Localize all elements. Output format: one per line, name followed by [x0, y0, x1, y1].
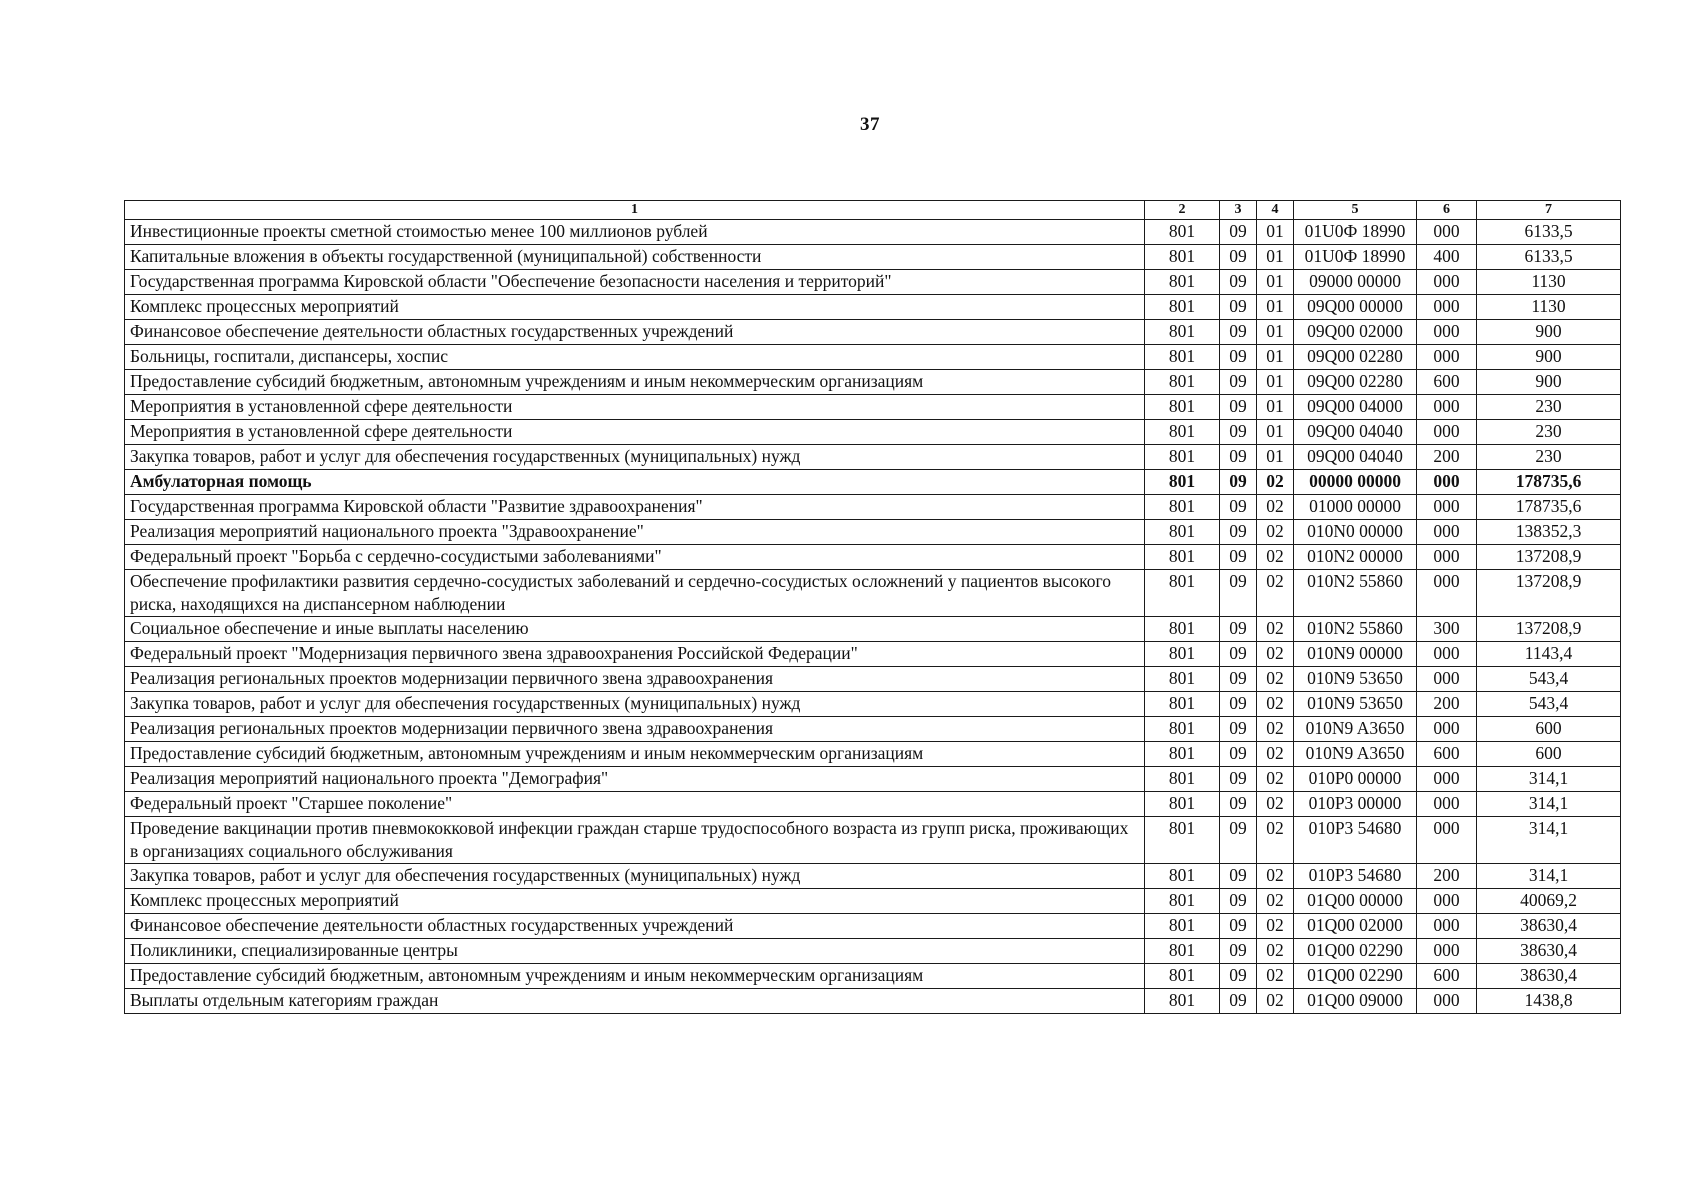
- code-target-article: 09Q00 00000: [1294, 295, 1417, 320]
- amount: 900: [1477, 320, 1621, 345]
- code-subsection: 01: [1257, 270, 1294, 295]
- code-expense-type: 000: [1417, 220, 1477, 245]
- code-subsection: 02: [1257, 495, 1294, 520]
- code-subsection: 01: [1257, 320, 1294, 345]
- code-target-article: 09Q00 04000: [1294, 395, 1417, 420]
- code-section: 09: [1220, 295, 1257, 320]
- code-ministry: 801: [1145, 395, 1220, 420]
- code-subsection: 01: [1257, 345, 1294, 370]
- table-row: [125, 320, 1621, 345]
- code-ministry: 801: [1145, 742, 1220, 767]
- item-name: Федеральный проект "Борьба с сердечно-сосудистыми заболеваниями": [125, 545, 1145, 570]
- amount: 900: [1477, 370, 1621, 395]
- amount: 6133,5: [1477, 245, 1621, 270]
- code-ministry: 801: [1145, 667, 1220, 692]
- code-expense-type: 000: [1417, 914, 1477, 939]
- amount: 137208,9: [1477, 617, 1621, 642]
- header-cell: 7: [1477, 201, 1621, 220]
- table-row: [125, 964, 1621, 989]
- item-name: Предоставление субсидий бюджетным, автономным учреждениям и иным некоммерческим организациям: [125, 964, 1145, 989]
- code-expense-type: 000: [1417, 470, 1477, 495]
- table-row: [125, 295, 1621, 320]
- amount: 543,4: [1477, 667, 1621, 692]
- table-row: [125, 395, 1621, 420]
- code-section: 09: [1220, 270, 1257, 295]
- code-ministry: 801: [1145, 767, 1220, 792]
- code-target-article: 09000 00000: [1294, 270, 1417, 295]
- item-name: Комплекс процессных мероприятий: [125, 295, 1145, 320]
- amount: 600: [1477, 717, 1621, 742]
- code-section: 09: [1220, 495, 1257, 520]
- code-expense-type: 000: [1417, 520, 1477, 545]
- code-ministry: 801: [1145, 964, 1220, 989]
- code-subsection: 02: [1257, 889, 1294, 914]
- header-cell: 4: [1257, 201, 1294, 220]
- amount: 1438,8: [1477, 989, 1621, 1014]
- amount: 230: [1477, 420, 1621, 445]
- code-target-article: 09Q00 02280: [1294, 370, 1417, 395]
- code-target-article: 09Q00 02280: [1294, 345, 1417, 370]
- code-ministry: 801: [1145, 445, 1220, 470]
- table-row: [125, 889, 1621, 914]
- table-row: [125, 520, 1621, 545]
- code-section: 09: [1220, 889, 1257, 914]
- table-row: [125, 420, 1621, 445]
- code-subsection: 02: [1257, 817, 1294, 864]
- amount: 314,1: [1477, 817, 1621, 864]
- code-ministry: 801: [1145, 617, 1220, 642]
- code-expense-type: 000: [1417, 642, 1477, 667]
- code-section: 09: [1220, 470, 1257, 495]
- item-name: Мероприятия в установленной сфере деятельности: [125, 420, 1145, 445]
- code-expense-type: 000: [1417, 989, 1477, 1014]
- code-expense-type: 000: [1417, 345, 1477, 370]
- code-section: 09: [1220, 420, 1257, 445]
- code-ministry: 801: [1145, 495, 1220, 520]
- table-row: [125, 245, 1621, 270]
- item-name: Социальное обеспечение и иные выплаты населению: [125, 617, 1145, 642]
- code-expense-type: 000: [1417, 889, 1477, 914]
- code-ministry: 801: [1145, 345, 1220, 370]
- amount: 600: [1477, 742, 1621, 767]
- code-subsection: 02: [1257, 642, 1294, 667]
- code-expense-type: 000: [1417, 395, 1477, 420]
- code-section: 09: [1220, 767, 1257, 792]
- amount: 543,4: [1477, 692, 1621, 717]
- item-name: Закупка товаров, работ и услуг для обеспечения государственных (муниципальных) нужд: [125, 692, 1145, 717]
- code-expense-type: 000: [1417, 270, 1477, 295]
- table-row: [125, 817, 1621, 864]
- amount: 6133,5: [1477, 220, 1621, 245]
- amount: 138352,3: [1477, 520, 1621, 545]
- code-target-article: 09Q00 02000: [1294, 320, 1417, 345]
- item-name: Закупка товаров, работ и услуг для обеспечения государственных (муниципальных) нужд: [125, 864, 1145, 889]
- table-row: [125, 914, 1621, 939]
- code-ministry: 801: [1145, 792, 1220, 817]
- amount: 1130: [1477, 270, 1621, 295]
- code-expense-type: 000: [1417, 792, 1477, 817]
- code-subsection: 02: [1257, 914, 1294, 939]
- code-section: 09: [1220, 692, 1257, 717]
- code-section: 09: [1220, 792, 1257, 817]
- code-expense-type: 200: [1417, 864, 1477, 889]
- item-name: Федеральный проект "Старшее поколение": [125, 792, 1145, 817]
- item-name: Больницы, госпитали, диспансеры, хоспис: [125, 345, 1145, 370]
- code-section: 09: [1220, 742, 1257, 767]
- code-section: 09: [1220, 989, 1257, 1014]
- amount: 230: [1477, 395, 1621, 420]
- code-target-article: 01Q00 02000: [1294, 914, 1417, 939]
- code-expense-type: 000: [1417, 295, 1477, 320]
- item-name: Финансовое обеспечение деятельности областных государственных учреждений: [125, 914, 1145, 939]
- item-name: Реализация мероприятий национального проекта "Здравоохранение": [125, 520, 1145, 545]
- code-target-article: 010N9 A3650: [1294, 717, 1417, 742]
- code-target-article: 010P3 00000: [1294, 792, 1417, 817]
- code-ministry: 801: [1145, 570, 1220, 617]
- code-subsection: 02: [1257, 964, 1294, 989]
- code-expense-type: 000: [1417, 939, 1477, 964]
- code-section: 09: [1220, 320, 1257, 345]
- code-section: 09: [1220, 220, 1257, 245]
- code-subsection: 02: [1257, 692, 1294, 717]
- page-number: 37: [860, 114, 880, 135]
- code-ministry: 801: [1145, 989, 1220, 1014]
- amount: 178735,6: [1477, 495, 1621, 520]
- code-target-article: 010N9 00000: [1294, 642, 1417, 667]
- code-section: 09: [1220, 914, 1257, 939]
- code-section: 09: [1220, 370, 1257, 395]
- code-subsection: 02: [1257, 667, 1294, 692]
- header-cell: 5: [1294, 201, 1417, 220]
- code-section: 09: [1220, 245, 1257, 270]
- table-row: [125, 220, 1621, 245]
- code-ministry: 801: [1145, 692, 1220, 717]
- code-ministry: 801: [1145, 320, 1220, 345]
- code-expense-type: 000: [1417, 320, 1477, 345]
- item-name: Реализация региональных проектов модернизации первичного звена здравоохранения: [125, 717, 1145, 742]
- amount: 38630,4: [1477, 914, 1621, 939]
- amount: 1130: [1477, 295, 1621, 320]
- table-row: [125, 345, 1621, 370]
- code-subsection: 01: [1257, 445, 1294, 470]
- code-section: 09: [1220, 864, 1257, 889]
- code-section: 09: [1220, 395, 1257, 420]
- code-subsection: 02: [1257, 792, 1294, 817]
- amount: 40069,2: [1477, 889, 1621, 914]
- code-ministry: 801: [1145, 914, 1220, 939]
- item-name: Финансовое обеспечение деятельности областных государственных учреждений: [125, 320, 1145, 345]
- item-name: Федеральный проект "Модернизация первичного звена здравоохранения Российской Федерации": [125, 642, 1145, 667]
- code-ministry: 801: [1145, 420, 1220, 445]
- code-expense-type: 000: [1417, 817, 1477, 864]
- code-expense-type: 200: [1417, 692, 1477, 717]
- code-section: 09: [1220, 545, 1257, 570]
- item-name: Мероприятия в установленной сфере деятельности: [125, 395, 1145, 420]
- table-row: [125, 495, 1621, 520]
- item-name: Амбулаторная помощь: [125, 470, 1145, 495]
- header-cell: 6: [1417, 201, 1477, 220]
- code-target-article: 01Q00 09000: [1294, 989, 1417, 1014]
- code-target-article: 010N0 00000: [1294, 520, 1417, 545]
- code-expense-type: 000: [1417, 545, 1477, 570]
- code-target-article: 09Q00 04040: [1294, 420, 1417, 445]
- amount: 314,1: [1477, 792, 1621, 817]
- code-ministry: 801: [1145, 370, 1220, 395]
- code-subsection: 01: [1257, 295, 1294, 320]
- code-expense-type: 000: [1417, 420, 1477, 445]
- item-name: Закупка товаров, работ и услуг для обеспечения государственных (муниципальных) нужд: [125, 445, 1145, 470]
- table-row: [125, 717, 1621, 742]
- amount: 230: [1477, 445, 1621, 470]
- code-target-article: 010P3 54680: [1294, 864, 1417, 889]
- code-subsection: 02: [1257, 570, 1294, 617]
- code-target-article: 010N9 53650: [1294, 692, 1417, 717]
- code-expense-type: 600: [1417, 370, 1477, 395]
- code-subsection: 02: [1257, 767, 1294, 792]
- table-row: [125, 445, 1621, 470]
- code-subsection: 02: [1257, 742, 1294, 767]
- table-row: [125, 864, 1621, 889]
- code-section: 09: [1220, 617, 1257, 642]
- code-subsection: 02: [1257, 470, 1294, 495]
- code-subsection: 01: [1257, 420, 1294, 445]
- amount: 900: [1477, 345, 1621, 370]
- code-subsection: 01: [1257, 220, 1294, 245]
- code-expense-type: 600: [1417, 964, 1477, 989]
- table-row: [125, 570, 1621, 617]
- code-section: 09: [1220, 964, 1257, 989]
- code-ministry: 801: [1145, 545, 1220, 570]
- code-expense-type: 000: [1417, 767, 1477, 792]
- item-name: Капитальные вложения в объекты государственной (муниципальной) собственности: [125, 245, 1145, 270]
- code-expense-type: 000: [1417, 570, 1477, 617]
- code-section: 09: [1220, 817, 1257, 864]
- code-target-article: 010N2 00000: [1294, 545, 1417, 570]
- code-expense-type: 000: [1417, 717, 1477, 742]
- item-name: Реализация мероприятий национального проекта "Демография": [125, 767, 1145, 792]
- item-name: Выплаты отдельным категориям граждан: [125, 989, 1145, 1014]
- code-target-article: 010N2 55860: [1294, 617, 1417, 642]
- table-row: [125, 767, 1621, 792]
- amount: 1143,4: [1477, 642, 1621, 667]
- code-target-article: 010N2 55860: [1294, 570, 1417, 617]
- code-ministry: 801: [1145, 864, 1220, 889]
- code-ministry: 801: [1145, 717, 1220, 742]
- code-section: 09: [1220, 570, 1257, 617]
- code-target-article: 01Q00 00000: [1294, 889, 1417, 914]
- item-name: Государственная программа Кировской области "Обеспечение безопасности населения и территорий": [125, 270, 1145, 295]
- item-name: Проведение вакцинации против пневмококковой инфекции граждан старше трудоспособного возраста из групп риска, проживающих в организациях социального обслуживания: [125, 817, 1145, 864]
- code-target-article: 01Q00 02290: [1294, 964, 1417, 989]
- code-section: 09: [1220, 642, 1257, 667]
- table-row: [125, 667, 1621, 692]
- item-name: Обеспечение профилактики развития сердечно-сосудистых заболеваний и сердечно-сосудистых осложнений у пациентов высокого риска, находящихся на диспансерном наблюдении: [125, 570, 1145, 617]
- code-target-article: 010N9 A3650: [1294, 742, 1417, 767]
- code-subsection: 01: [1257, 370, 1294, 395]
- table-row: [125, 692, 1621, 717]
- code-ministry: 801: [1145, 245, 1220, 270]
- item-name: Предоставление субсидий бюджетным, автономным учреждениям и иным некоммерческим организациям: [125, 370, 1145, 395]
- amount: 137208,9: [1477, 570, 1621, 617]
- item-name: Комплекс процессных мероприятий: [125, 889, 1145, 914]
- code-section: 09: [1220, 445, 1257, 470]
- table-row: [125, 370, 1621, 395]
- table-row: [125, 617, 1621, 642]
- item-name: Инвестиционные проекты сметной стоимостью менее 100 миллионов рублей: [125, 220, 1145, 245]
- table-row: [125, 642, 1621, 667]
- code-ministry: 801: [1145, 939, 1220, 964]
- code-ministry: 801: [1145, 520, 1220, 545]
- code-ministry: 801: [1145, 220, 1220, 245]
- code-expense-type: 400: [1417, 245, 1477, 270]
- amount: 137208,9: [1477, 545, 1621, 570]
- code-section: 09: [1220, 667, 1257, 692]
- budget-table: [124, 200, 1621, 1014]
- table-row: [125, 939, 1621, 964]
- code-target-article: 01U0Ф 18990: [1294, 245, 1417, 270]
- code-expense-type: 000: [1417, 495, 1477, 520]
- code-section: 09: [1220, 345, 1257, 370]
- code-subsection: 01: [1257, 395, 1294, 420]
- header-cell: 3: [1220, 201, 1257, 220]
- code-subsection: 02: [1257, 717, 1294, 742]
- code-target-article: 01Q00 02290: [1294, 939, 1417, 964]
- code-ministry: 801: [1145, 889, 1220, 914]
- table-row: [125, 545, 1621, 570]
- code-subsection: 02: [1257, 617, 1294, 642]
- code-ministry: 801: [1145, 642, 1220, 667]
- table-row: [125, 470, 1621, 495]
- item-name: Реализация региональных проектов модернизации первичного звена здравоохранения: [125, 667, 1145, 692]
- code-target-article: 00000 00000: [1294, 470, 1417, 495]
- code-section: 09: [1220, 939, 1257, 964]
- table-row: [125, 270, 1621, 295]
- code-expense-type: 200: [1417, 445, 1477, 470]
- code-ministry: 801: [1145, 817, 1220, 864]
- amount: 38630,4: [1477, 964, 1621, 989]
- code-subsection: 02: [1257, 545, 1294, 570]
- table-header-row: [125, 201, 1621, 220]
- code-target-article: 01U0Ф 18990: [1294, 220, 1417, 245]
- code-expense-type: 600: [1417, 742, 1477, 767]
- code-ministry: 801: [1145, 270, 1220, 295]
- code-expense-type: 300: [1417, 617, 1477, 642]
- code-subsection: 02: [1257, 939, 1294, 964]
- header-cell: 2: [1145, 201, 1220, 220]
- code-section: 09: [1220, 520, 1257, 545]
- table-row: [125, 989, 1621, 1014]
- code-target-article: 010P3 54680: [1294, 817, 1417, 864]
- item-name: Предоставление субсидий бюджетным, автономным учреждениям и иным некоммерческим организациям: [125, 742, 1145, 767]
- code-target-article: 010N9 53650: [1294, 667, 1417, 692]
- amount: 38630,4: [1477, 939, 1621, 964]
- item-name: Государственная программа Кировской области "Развитие здравоохранения": [125, 495, 1145, 520]
- code-subsection: 02: [1257, 864, 1294, 889]
- code-target-article: 01000 00000: [1294, 495, 1417, 520]
- item-name: Поликлиники, специализированные центры: [125, 939, 1145, 964]
- code-section: 09: [1220, 717, 1257, 742]
- code-target-article: 09Q00 04040: [1294, 445, 1417, 470]
- table-row: [125, 742, 1621, 767]
- header-cell: 1: [125, 201, 1145, 220]
- code-expense-type: 000: [1417, 667, 1477, 692]
- code-subsection: 01: [1257, 245, 1294, 270]
- amount: 314,1: [1477, 767, 1621, 792]
- code-ministry: 801: [1145, 295, 1220, 320]
- amount: 178735,6: [1477, 470, 1621, 495]
- code-subsection: 02: [1257, 989, 1294, 1014]
- code-ministry: 801: [1145, 470, 1220, 495]
- table-row: [125, 792, 1621, 817]
- amount: 314,1: [1477, 864, 1621, 889]
- code-target-article: 010P0 00000: [1294, 767, 1417, 792]
- code-subsection: 02: [1257, 520, 1294, 545]
